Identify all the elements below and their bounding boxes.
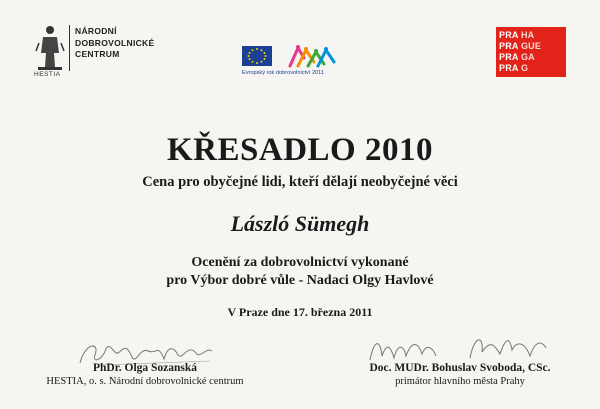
hestia-line-1: NÁRODNÍ xyxy=(75,26,117,36)
signatory-2-role: primátor hlavního města Prahy xyxy=(395,376,525,387)
eu-logo-caption: Evropský rok dobrovolnictví 2011 xyxy=(242,70,324,76)
praha-row-3-b: GA xyxy=(520,52,535,62)
praha-row-1-b: HA xyxy=(520,30,535,40)
figures-icon xyxy=(290,45,334,66)
certificate-title: KŘESADLO 2010 xyxy=(167,132,433,168)
eu-volunteering-logo xyxy=(240,44,350,78)
certificate-subtitle: Cena pro obyčejné lidi, kteří dělají neobyčejné věci xyxy=(142,174,458,190)
recipient-name: László Sümegh xyxy=(230,211,370,236)
praha-row-3-a: PRA xyxy=(499,52,519,62)
praha-row-1 xyxy=(496,30,566,41)
hestia-text xyxy=(75,26,154,61)
issue-date: V Praze dne 17. března 2011 xyxy=(227,305,373,319)
logo-divider xyxy=(69,25,70,71)
hestia-line-3: CENTRUM xyxy=(75,49,120,59)
award-line-2: pro Výbor dobré vůle - Nadaci Olgy Havlové xyxy=(166,273,434,288)
praha-row-4-a: PRA xyxy=(499,63,519,73)
praha-row-2-a: PRA xyxy=(499,41,519,51)
hestia-brand: HESTIA xyxy=(34,71,61,78)
praha-row-1-a: PRA xyxy=(499,30,519,40)
award-line-1: Ocenění za dobrovolnictví vykonané xyxy=(191,255,409,270)
praha-row-3 xyxy=(496,52,566,63)
praha-logo xyxy=(496,27,566,77)
signatory-2-name: Doc. MUDr. Bohuslav Svoboda, CSc. xyxy=(369,362,551,374)
eu-flag-icon xyxy=(240,44,350,70)
hestia-logo xyxy=(34,23,155,78)
praha-row-2 xyxy=(496,41,566,52)
hestia-line-2: DOBROVOLNICKÉ xyxy=(75,37,155,48)
signatory-1-role: HESTIA, o. s. Národní dobrovolnické centrum xyxy=(46,376,244,387)
signatory-1-name: PhDr. Olga Sozanská xyxy=(92,362,198,374)
hestia-emblem-icon xyxy=(34,23,66,75)
praha-row-4-b: G xyxy=(520,63,529,73)
praha-row-4 xyxy=(496,63,566,74)
praha-row-2-b: GUE xyxy=(520,41,542,51)
